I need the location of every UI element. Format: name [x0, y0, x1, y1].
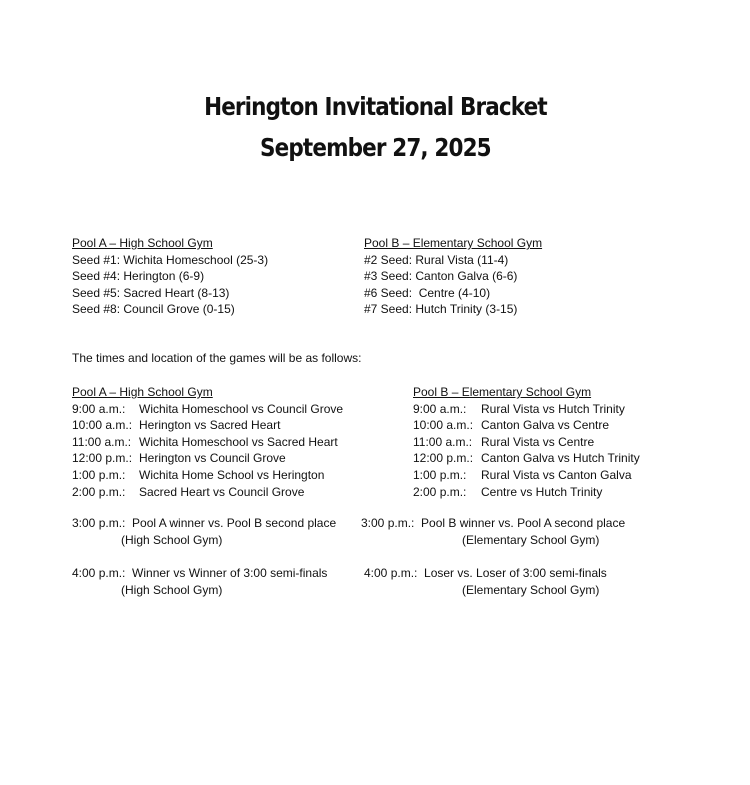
final-right-location: (Elementary School Gym) — [462, 583, 600, 597]
pool-a-schedule-heading: Pool A – High School Gym — [72, 385, 213, 399]
game-matchup: Rural Vista vs Hutch Trinity — [481, 401, 625, 416]
game-time: 9:00 a.m.: — [72, 401, 126, 416]
game-row — [72, 417, 343, 434]
pool-b-schedule — [413, 384, 640, 500]
game-matchup: Herington vs Sacred Heart — [139, 418, 281, 433]
game-row — [72, 484, 343, 501]
game-matchup: Rural Vista vs Centre — [481, 434, 595, 449]
game-matchup: Rural Vista vs Canton Galva — [481, 467, 632, 482]
game-row — [72, 401, 343, 418]
seed-item: Seed #1: Wichita Homeschool (25-3) — [72, 252, 269, 267]
final-left-location: (High School Gym) — [121, 583, 223, 597]
game-time: 12:00 p.m.: — [72, 451, 133, 466]
seed-item: Seed #5: Sacred Heart (8-13) — [72, 285, 230, 300]
event-date: September 27, 2025 — [260, 133, 491, 162]
pool-b-schedule-heading: Pool B – Elementary School Gym — [413, 385, 592, 399]
seed-item: #6 Seed: Centre (4-10) — [364, 285, 491, 300]
game-matchup: Canton Galva vs Centre — [481, 418, 610, 433]
game-time: 2:00 p.m.: — [413, 484, 467, 499]
game-matchup: Centre vs Hutch Trinity — [481, 484, 603, 499]
game-time: 10:00 a.m.: — [72, 418, 133, 433]
game-time: 9:00 a.m.: — [413, 401, 467, 416]
game-row — [72, 467, 343, 484]
game-row — [72, 450, 343, 467]
game-row — [413, 401, 640, 418]
semifinal-right-location: (Elementary School Gym) — [462, 533, 600, 547]
semifinal-left: 3:00 p.m.: Pool A winner vs. Pool B second place — [72, 516, 337, 530]
game-time: 12:00 p.m.: — [413, 451, 474, 466]
pool-a-schedule — [72, 384, 343, 500]
pool-b-seeds-heading: Pool B – Elementary School Gym — [364, 236, 543, 250]
final-left: 4:00 p.m.: Winner vs Winner of 3:00 semi-finals — [72, 566, 328, 580]
seed-item: Seed #8: Council Grove (0-15) — [72, 302, 235, 317]
pool-a-seeds-heading: Pool A – High School Gym — [72, 236, 213, 250]
pool-b-seeds — [364, 235, 542, 318]
pool-a-seeds — [72, 235, 268, 318]
seed-item: #3 Seed: Canton Galva (6-6) — [364, 269, 518, 284]
game-row — [413, 484, 640, 501]
schedule-intro: The times and location of the games will be as follows: — [72, 351, 362, 365]
page-title: Herington Invitational Bracket — [204, 92, 547, 121]
game-time: 11:00 a.m.: — [72, 434, 132, 449]
semifinal-right: 3:00 p.m.: Pool B winner vs. Pool A second place — [361, 516, 626, 530]
game-row — [413, 417, 640, 434]
game-matchup: Wichita Homeschool vs Sacred Heart — [139, 434, 338, 449]
game-matchup: Wichita Home School vs Herington — [139, 467, 325, 482]
game-time: 1:00 p.m.: — [72, 467, 126, 482]
seed-item: #7 Seed: Hutch Trinity (3-15) — [364, 302, 518, 317]
game-row — [413, 434, 640, 451]
game-row — [72, 434, 343, 451]
game-time: 11:00 a.m.: — [413, 434, 473, 449]
game-matchup: Herington vs Council Grove — [139, 451, 286, 466]
game-time: 2:00 p.m.: — [72, 484, 126, 499]
semifinal-left-location: (High School Gym) — [121, 533, 223, 547]
seed-item: Seed #4: Herington (6-9) — [72, 269, 205, 284]
game-time: 1:00 p.m.: — [413, 467, 467, 482]
final-right: 4:00 p.m.: Loser vs. Loser of 3:00 semi-finals — [364, 566, 607, 580]
game-matchup: Canton Galva vs Hutch Trinity — [481, 451, 640, 466]
seed-item: #2 Seed: Rural Vista (11-4) — [364, 252, 509, 267]
game-row — [413, 450, 640, 467]
game-time: 10:00 a.m.: — [413, 418, 474, 433]
game-row — [413, 467, 640, 484]
game-matchup: Sacred Heart vs Council Grove — [139, 484, 305, 499]
game-matchup: Wichita Homeschool vs Council Grove — [139, 401, 344, 416]
